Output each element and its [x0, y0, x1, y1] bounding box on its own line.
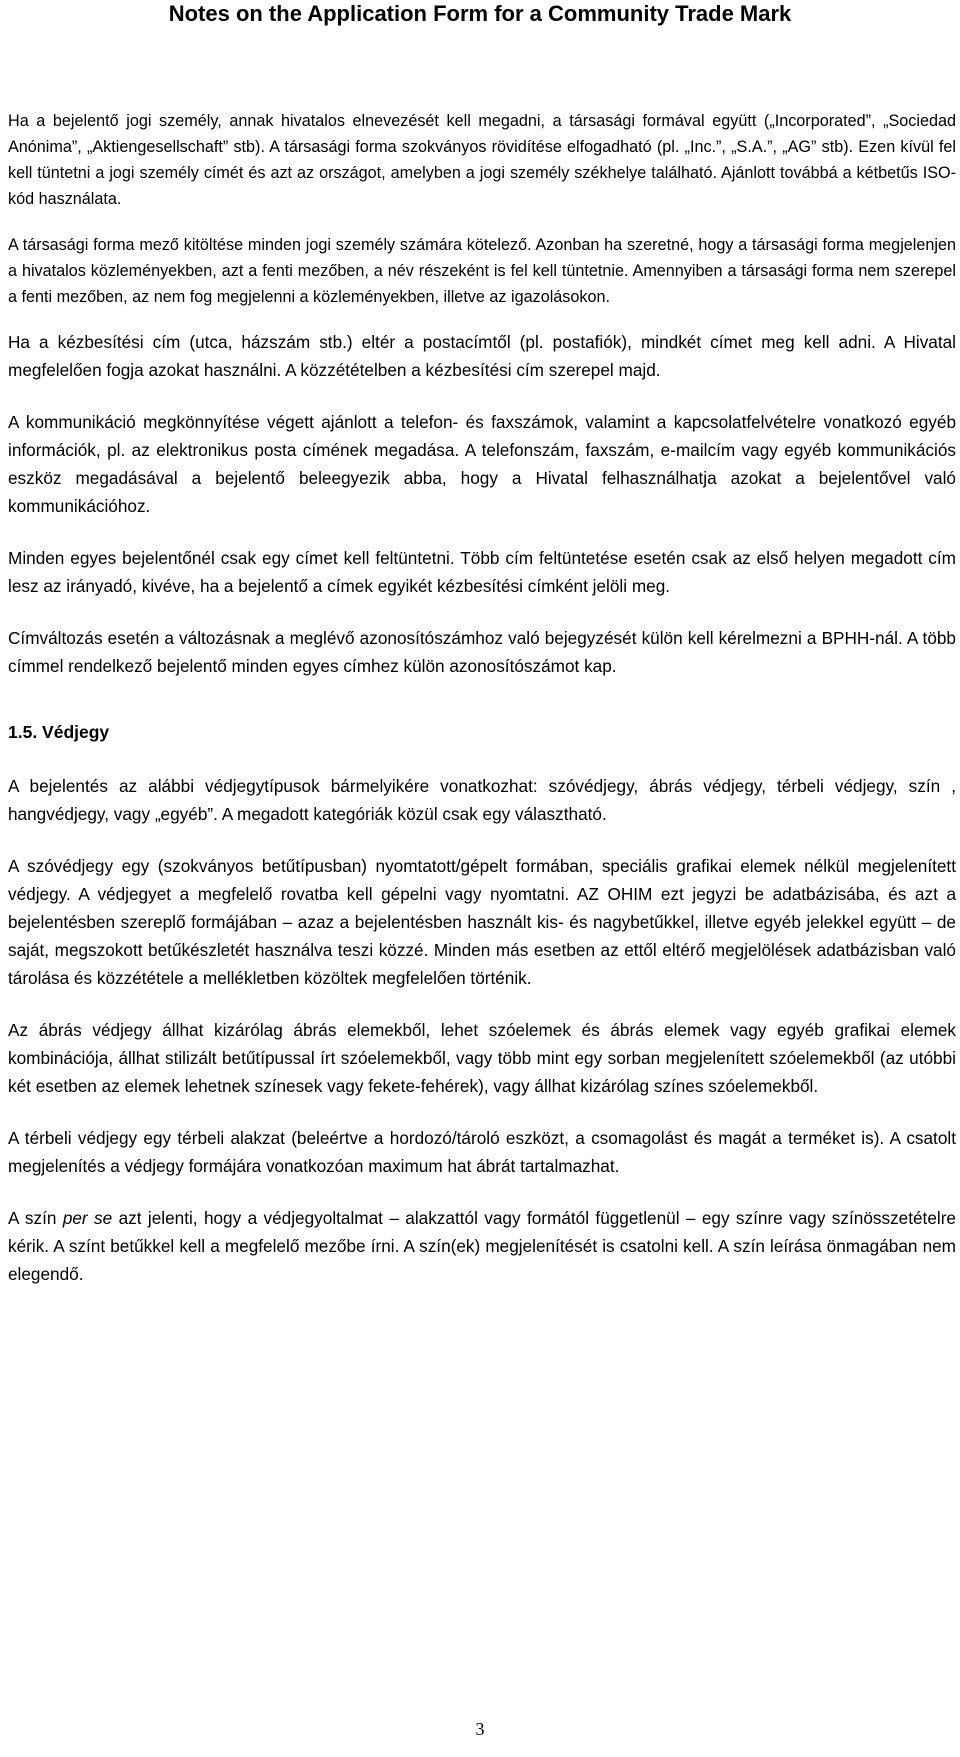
paragraph-text-start: A szín — [8, 1208, 63, 1228]
page-header-title: Notes on the Application Form for a Community Trade Mark — [168, 1, 792, 26]
paragraph-word-mark — [8, 852, 956, 992]
paragraph-text: A szóvédjegy egy (szokványos betűtípusban) nyomtatott/gépelt formában, speciális grafikai elemek nélkül megjelenített védjegy. A védjegyet a megfelelő rovatba kell gépelni vagy nyomtatni. AZ OHIM ezt jegyzi be adatbázisába, és azt a bejelentésben szereplő formájában – azaz a bejelentésben használt kis- és nagybetűkkel, illetve egyéb jelekkel együtt – de saját, megszokott betűkészletét használva teszi közzé. Minden más esetben az ettől eltérő megjelölések adatbázisban való tárolása és közzététele a mellékletben közöltek megfelelően történik. — [8, 856, 956, 988]
paragraph-legal-entity: Ha a bejelentő jogi személy, annak hivatalos elnevezését kell megadni, a társasági formával együtt („Incorporated”, „Sociedad Anónima”, „Aktiengesellschaft” stb). A társasági forma szokványos rövidítése elfogadható (pl. „Inc.”, „S.A.”, „AG” stb). Ezen kívül fel kell tüntetni a jogi személy címét és azt az országot, amelyben a jogi személy székhelye található. Ajánlott továbbá a kétbetűs ISO-kód használata. — [8, 112, 956, 208]
paragraph-delivery-address: Ha a kézbesítési cím (utca, házszám stb.) eltér a postacímtől (pl. postafiók), mindkét címet meg kell adni. A Hivatal megfelelően fogja azokat használni. A közzétételben a kézbesítési cím szerepel majd. — [8, 332, 956, 380]
document-body — [8, 108, 956, 1312]
paragraph-mark-types — [8, 772, 956, 828]
paragraph-text: A térbeli védjegy egy térbeli alakzat (beleértve a hordozó/tároló eszközt, a csomagolást és magát a terméket is). A csatolt megjelenítés a védjegy formájára vonatkozóan maximum hat ábrát tartalmazhat. — [8, 1128, 956, 1176]
paragraph-company-form: A társasági forma mező kitöltése minden jogi személy számára kötelező. Azonban ha szeretné, hogy a társasági forma megjelenjen a hivatalos közleményekben, azt a fenti mezőben, a név részeként is fel kell tüntetnie. Amennyiben a társasági forma nem szerepel a fenti mezőben, az nem fog megjelenni a közleményekben, illetve az igazolásokon. — [8, 236, 956, 306]
paragraph-3d-mark — [8, 1124, 956, 1180]
paragraph-text-end: azt jelenti, hogy a védjegyoltalmat – alakzattól vagy formától függetlenül – egy színre vagy színösszetételre kérik. A színt betűkkel kell a megfelelő mezőbe írni. A szín(ek) megjelenítését is csatolni kell. A szín leírása önmagában nem elegendő. — [8, 1208, 956, 1284]
paragraph-single-address: Minden egyes bejelentőnél csak egy címet kell feltüntetni. Több cím feltüntetése esetén csak az első helyen megadott cím lesz az irányadó, kivéve, ha a bejelentő a címek egyikét kézbesítési címként jelöli meg. — [8, 548, 956, 596]
paragraph-text: A bejelentés az alábbi védjegytípusok bármelyikére vonatkozhat: szóvédjegy, ábrás védjegy, térbeli védjegy, szín , hangvédjegy, vagy „egyéb”. A megadott kategóriák közül csak egy választható. — [8, 776, 956, 824]
paragraph-communication: A kommunikáció megkönnyítése végett ajánlott a telefon- és faxszámok, valamint a kapcsolatfelvételre vonatkozó egyéb információk, pl. az elektronikus posta címének megadása. A telefonszám, faxszám, e-mailcím vagy egyéb kommunikációs eszköz megadásával a bejelentő beleegyezik abba, hogy a Hivatal felhasználhatja azokat a bejelentővel való kommunikációhoz. — [8, 412, 956, 516]
paragraph-text: Az ábrás védjegy állhat kizárólag ábrás elemekből, lehet szóelemek és ábrás elemek vagy egyéb grafikai elemek kombinációja, állhat stilizált betűtípussal írt szóelemekből, vagy több mint egy sorban megjelenített szóelemekből (az utóbbi két esetben az elemek lehetnek színesek vagy fekete-fehérek), vagy állhat kizárólag színes szóelemekből. — [8, 1020, 956, 1096]
page-number: 3 — [475, 1719, 485, 1739]
paragraph-colour-mark — [8, 1204, 956, 1288]
section-heading: 1.5. Védjegy — [8, 722, 110, 742]
italic-term: per se — [62, 1208, 113, 1228]
paragraph-figurative-mark — [8, 1016, 956, 1100]
paragraph-address-change: Címváltozás esetén a változásnak a meglévő azonosítószámhoz való bejegyzését külön kell kérelmezni a BPHH-nál. A több címmel rendelkező bejelentő minden egyes címhez külön azonosítószámot kap. — [8, 628, 956, 676]
